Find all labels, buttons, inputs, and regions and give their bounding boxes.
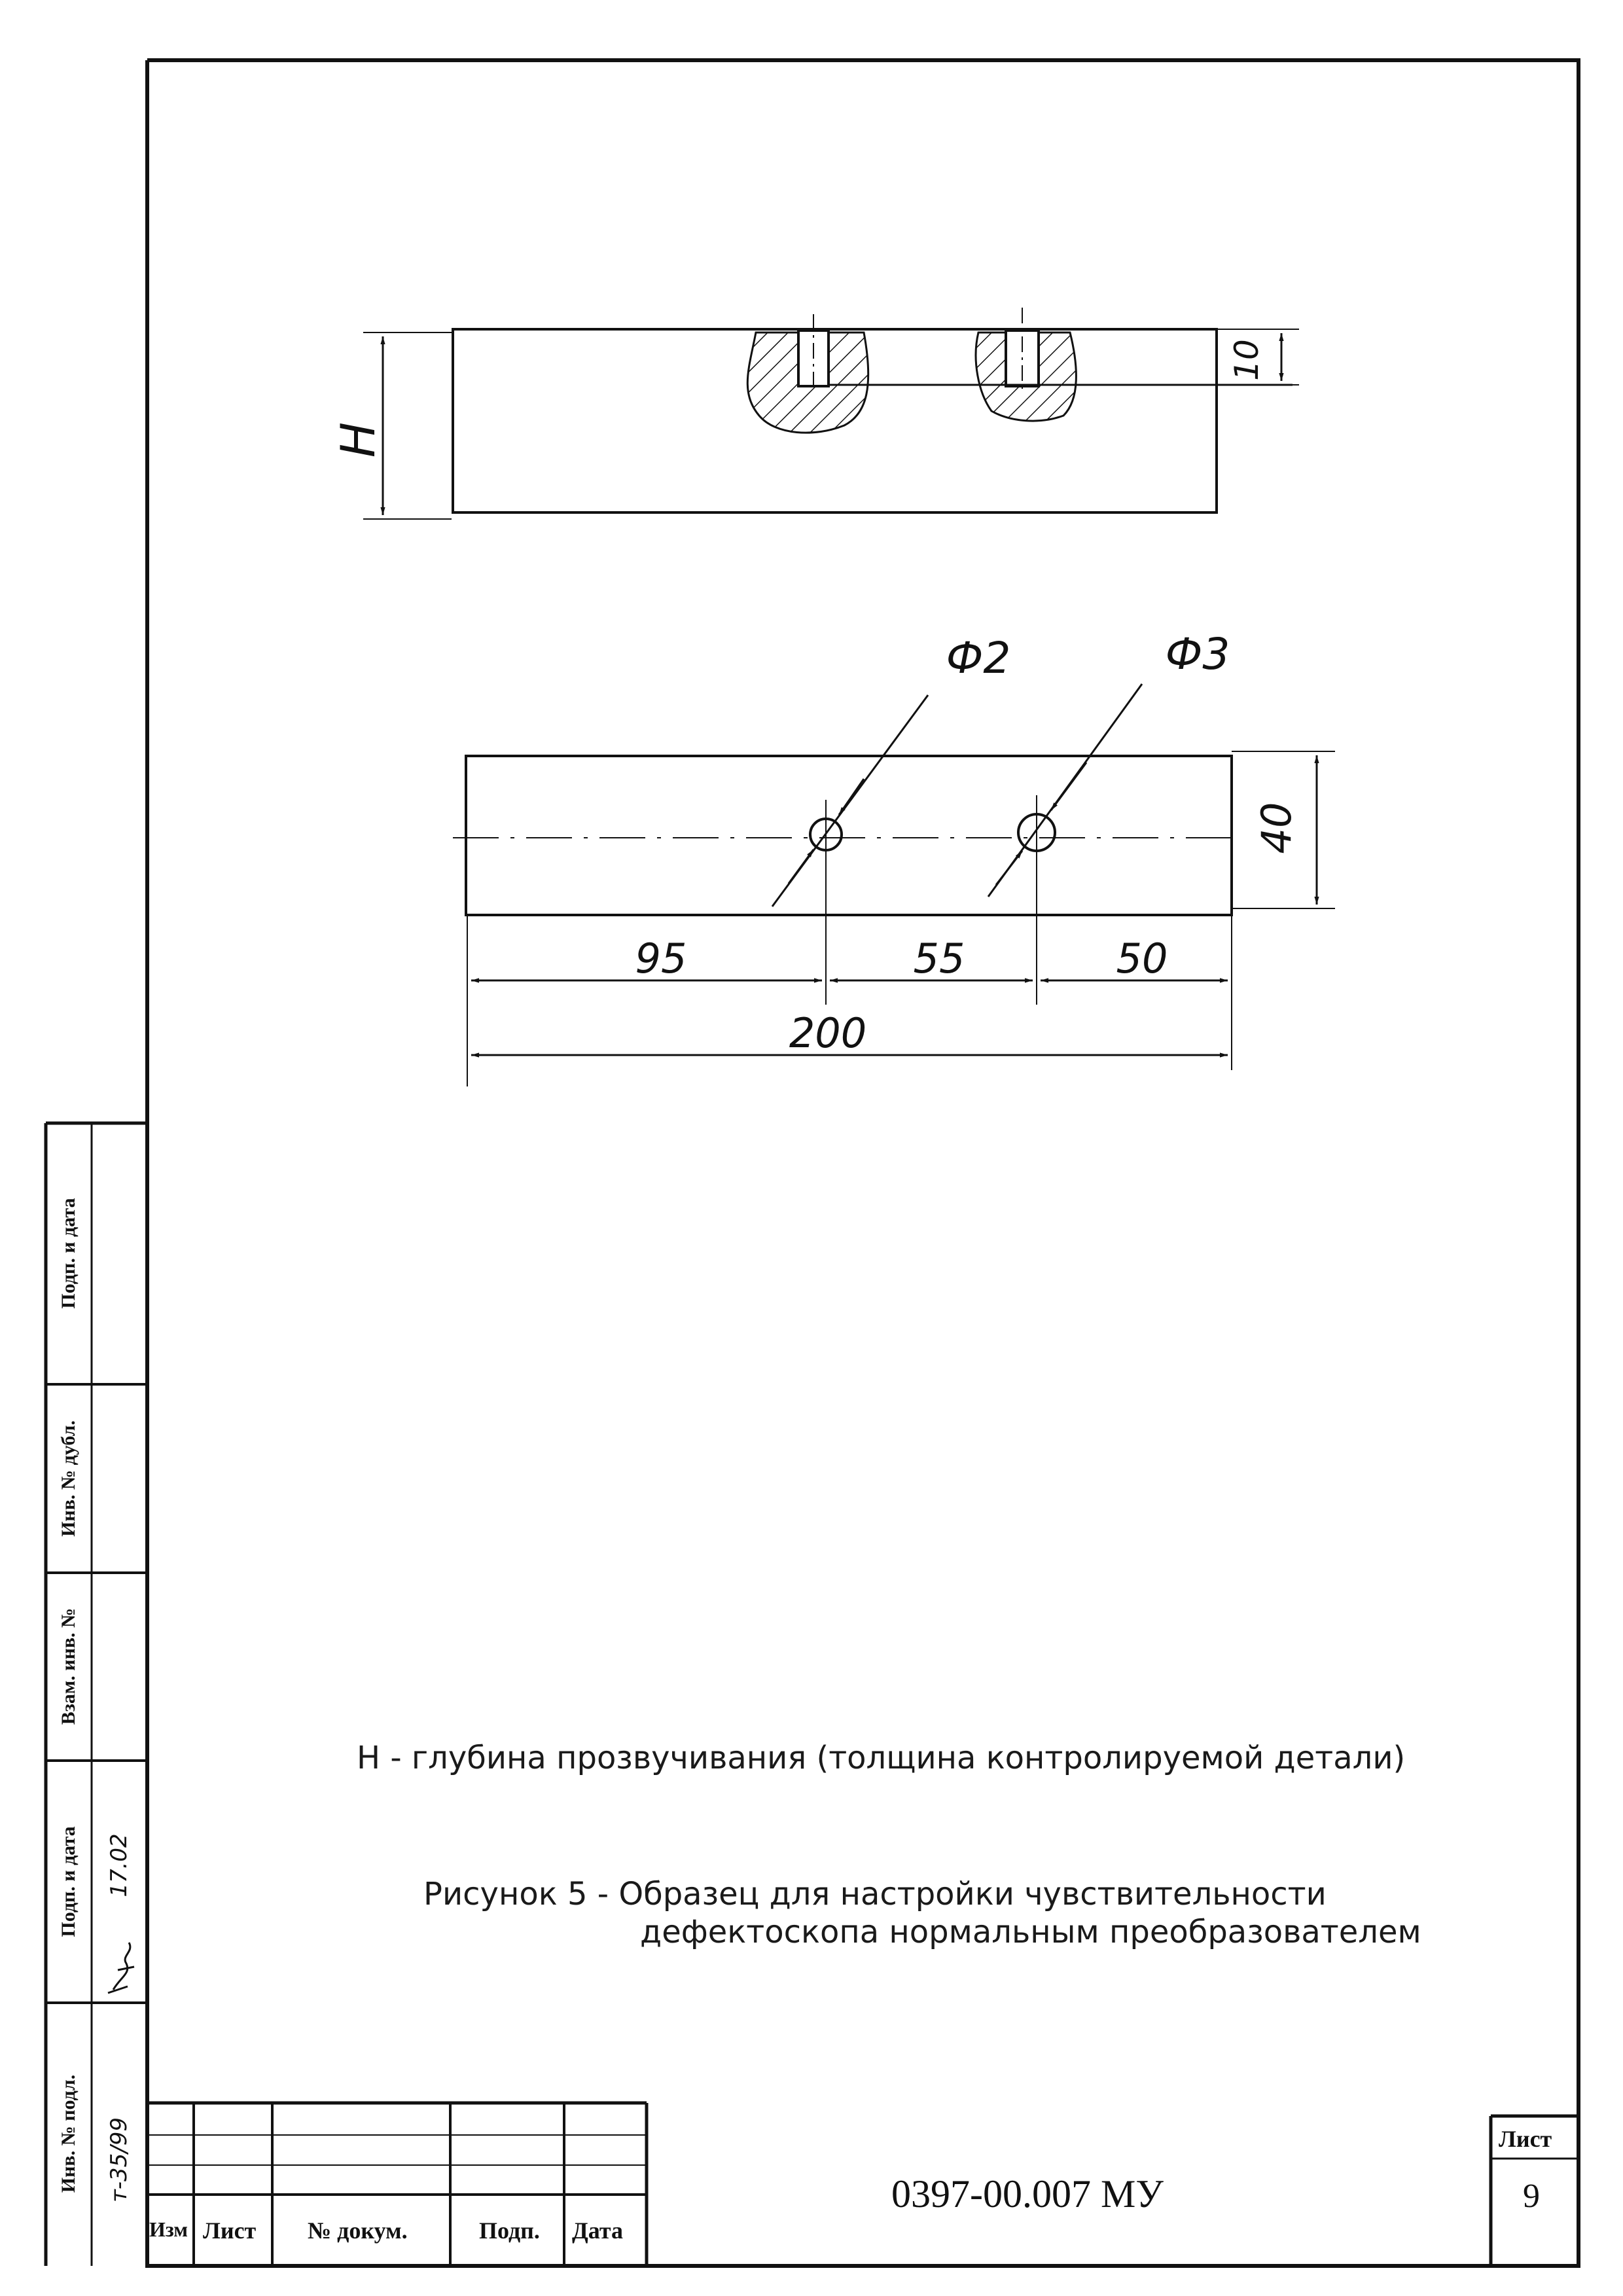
title-col-list: Лист [203,2217,257,2244]
leader-phi2-arrow-outer [839,779,864,815]
figure-caption-line-1: Рисунок 5 - Образец для настройки чувствительности [423,1876,1327,1912]
side-label-inv-dubl: Инв. № дубл. [58,1420,79,1537]
figure-1-section-view [363,308,1299,519]
leader-phi3-label: Ф3 [1165,629,1230,679]
title-col-dokum: № докум. [308,2217,408,2244]
h-definition-note: Н - глубина прозвучивания (толщина контролируемой детали) [357,1740,1406,1776]
figure-2-plan-view [453,684,1335,1086]
title-col-podp: Подп. [479,2217,540,2244]
document-number: 0397-00.007 МУ [891,2172,1164,2215]
figure-caption-line-2: дефектоскопа нормальным преобразователем [640,1914,1421,1950]
dim-h-label: H [330,422,385,458]
side-value-inv-podl: т-35/99 [106,2117,132,2203]
leader-phi3-arrow-outer [1051,762,1086,810]
side-label-vzam-inv: Взам. инв. № [58,1607,79,1725]
dim-40-label: 40 [1253,802,1300,854]
leader-phi2-arrow-inner [789,850,813,884]
dim-50-label: 50 [1116,935,1168,982]
side-label-podp-data-upper: Подп. и дата [58,1198,79,1309]
side-value-podp-date: 17.02 [106,1833,132,1897]
dim-95-label: 95 [635,935,687,982]
dim-55-label: 55 [913,935,965,982]
title-col-data: Дата [572,2217,623,2244]
sheet-label: Лист [1499,2126,1552,2152]
leader-phi2-label: Ф2 [946,633,1011,683]
dim-200-label: 200 [789,1009,867,1057]
dim-10-label: 10 [1228,339,1266,381]
side-label-podp-data-lower: Подп. и дата [58,1826,79,1937]
sheet-number: 9 [1523,2178,1540,2215]
leader-phi3-arrow-inner [996,851,1022,885]
title-col-izm: Изм [149,2217,188,2241]
specimen-plan-outline [466,756,1232,915]
side-label-inv-podl: Инв. № подл. [58,2074,79,2193]
handwritten-signature [101,1937,141,2000]
